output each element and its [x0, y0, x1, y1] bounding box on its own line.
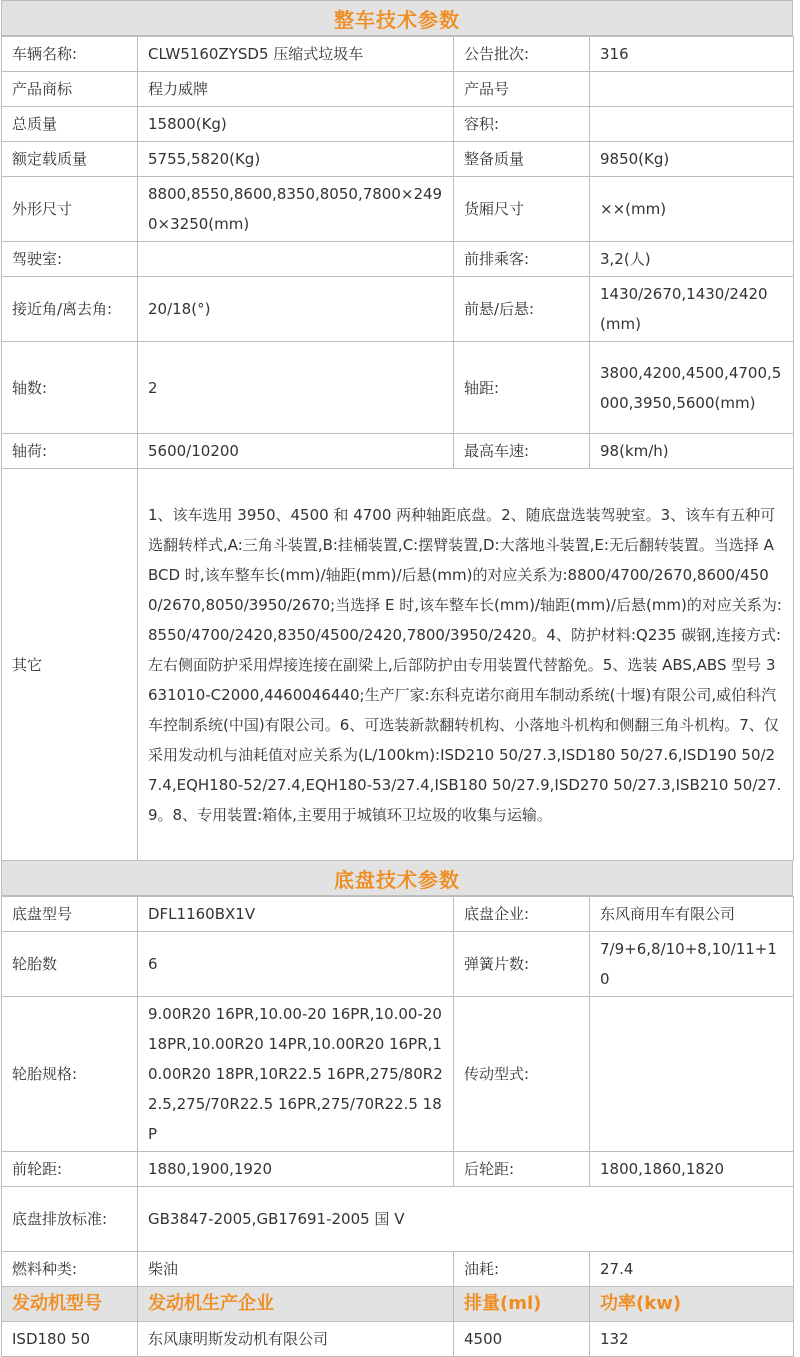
other-label: 其它 [2, 469, 138, 861]
engine-value-cell: 4500 [454, 1322, 590, 1357]
engine-header-cell: 发动机型号 [2, 1287, 138, 1322]
param-value: 20/18(°) [138, 277, 454, 342]
param-value: 316 [590, 37, 794, 72]
param-label: 整备质量 [454, 142, 590, 177]
param-value: 27.4 [590, 1252, 794, 1287]
param-label: 驾驶室: [2, 242, 138, 277]
param-label: 产品商标 [2, 72, 138, 107]
table-row [2, 997, 794, 1152]
engine-header-cell: 功率(kw) [590, 1287, 794, 1322]
param-value: 东风商用车有限公司 [590, 897, 794, 932]
table-row [2, 1252, 794, 1287]
param-value: ××(mm) [590, 177, 794, 242]
param-label: 油耗: [454, 1252, 590, 1287]
param-label: 燃料种类: [2, 1252, 138, 1287]
param-label: 前排乘客: [454, 242, 590, 277]
param-value: CLW5160ZYSD5 压缩式垃圾车 [138, 37, 454, 72]
param-value: 柴油 [138, 1252, 454, 1287]
param-value: GB3847-2005,GB17691-2005 国 V [138, 1187, 794, 1252]
param-label: 前悬/后悬: [454, 277, 590, 342]
param-value: 3,2(人) [590, 242, 794, 277]
vehicle-params-table [1, 36, 794, 861]
table-row [2, 242, 794, 277]
param-value: 6 [138, 932, 454, 997]
table-row [2, 1187, 794, 1252]
param-value: 5600/10200 [138, 434, 454, 469]
table-row [2, 1152, 794, 1187]
engine-value-cell: 东风康明斯发动机有限公司 [138, 1322, 454, 1357]
table-row [2, 342, 794, 434]
param-label: 底盘排放标准: [2, 1187, 138, 1252]
param-label: 车辆名称: [2, 37, 138, 72]
param-label: 总质量 [2, 107, 138, 142]
param-value: 7/9+6,8/10+8,10/11+10 [590, 932, 794, 997]
table-row [2, 107, 794, 142]
param-value: 8800,8550,8600,8350,8050,7800×2490×3250(mm) [138, 177, 454, 242]
table-row [2, 72, 794, 107]
table-row [2, 932, 794, 997]
param-label: 轮胎规格: [2, 997, 138, 1152]
param-label: 产品号 [454, 72, 590, 107]
engine-value-row [2, 1322, 794, 1357]
param-label: 容积: [454, 107, 590, 142]
param-value: 2 [138, 342, 454, 434]
param-label: 轴数: [2, 342, 138, 434]
param-value [138, 242, 454, 277]
param-value [590, 997, 794, 1152]
table-row [2, 434, 794, 469]
param-value: 9.00R20 16PR,10.00-20 16PR,10.00-20 18PR,10.00R20 14PR,10.00R20 16PR,10.00R20 18PR,10R22.5 16PR,275/80R22.5,275/70R22.5 16PR,275/70R22.5 18P [138, 997, 454, 1152]
param-value [590, 72, 794, 107]
param-label: 传动型式: [454, 997, 590, 1152]
param-value: 3800,4200,4500,4700,5000,3950,5600(mm) [590, 342, 794, 434]
param-label: 轴荷: [2, 434, 138, 469]
table-row [2, 177, 794, 242]
table-row [2, 469, 794, 861]
table-row [2, 37, 794, 72]
param-label: 额定载质量 [2, 142, 138, 177]
param-label: 最高车速: [454, 434, 590, 469]
param-label: 前轮距: [2, 1152, 138, 1187]
param-label: 弹簧片数: [454, 932, 590, 997]
param-value: 1880,1900,1920 [138, 1152, 454, 1187]
table-row [2, 897, 794, 932]
chassis-params-table [1, 896, 794, 1357]
param-label: 底盘型号 [2, 897, 138, 932]
engine-header-cell: 发动机生产企业 [138, 1287, 454, 1322]
param-value: 5755,5820(Kg) [138, 142, 454, 177]
param-value: 9850(Kg) [590, 142, 794, 177]
param-value [590, 107, 794, 142]
param-value: 98(km/h) [590, 434, 794, 469]
param-label: 后轮距: [454, 1152, 590, 1187]
param-label: 接近角/离去角: [2, 277, 138, 342]
param-label: 公告批次: [454, 37, 590, 72]
param-label: 轮胎数 [2, 932, 138, 997]
param-value: 1800,1860,1820 [590, 1152, 794, 1187]
engine-value-cell: 132 [590, 1322, 794, 1357]
table-row [2, 142, 794, 177]
param-value: 1430/2670,1430/2420(mm) [590, 277, 794, 342]
chassis-section-title: 底盘技术参数 [1, 861, 793, 896]
engine-value-cell: ISD180 50 [2, 1322, 138, 1357]
spec-sheet [1, 0, 793, 1357]
vehicle-section-title: 整车技术参数 [1, 0, 793, 36]
param-label: 底盘企业: [454, 897, 590, 932]
param-label: 货厢尺寸 [454, 177, 590, 242]
param-value: DFL1160BX1V [138, 897, 454, 932]
engine-header-row [2, 1287, 794, 1322]
param-value: 15800(Kg) [138, 107, 454, 142]
param-label: 轴距: [454, 342, 590, 434]
other-notes: 1、该车选用 3950、4500 和 4700 两种轴距底盘。2、随底盘选装驾驶室。3、该车有五种可选翻转样式,A:三角斗装置,B:挂桶装置,C:摆臂装置,D:大落地斗装置,E:无后翻转装置。当选择 ABCD 时,该车整车长(mm)/轴距(mm)/后悬(mm)的对应关系为:8800/4700/2670,8600/4500/2670,8050/3950/2670;当选择 E 时,该车整车长(mm)/轴距(mm)/后悬(mm)的对应关系为:8550/4700/2420,8350/4500/2420,7800/3950/2420。4、防护材料:Q235 碳钢,连接方式:左右侧面防护采用焊接连接在副梁上,后部防护由专用装置代替豁免。5、选装 ABS,ABS 型号 3631010-C2000,4460046440;生产厂家:东科克诺尔商用车制动系统(十堰)有限公司,威伯科汽车控制系统(中国)有限公司。6、可选装新款翻转机构、小落地斗机构和侧翻三角斗机构。7、仅采用发动机与油耗值对应关系为(L/100km):ISD210 50/27.3,ISD180 50/27.6,ISD190 50/27.4,EQH180-52/27.4,EQH180-53/27.4,ISB180 50/27.9,ISD270 50/27.3,ISB210 50/27.9。8、专用装置:箱体,主要用于城镇环卫垃圾的收集与运输。 [138, 469, 794, 861]
engine-header-cell: 排量(ml) [454, 1287, 590, 1322]
param-value: 程力威牌 [138, 72, 454, 107]
table-row [2, 277, 794, 342]
param-label: 外形尺寸 [2, 177, 138, 242]
